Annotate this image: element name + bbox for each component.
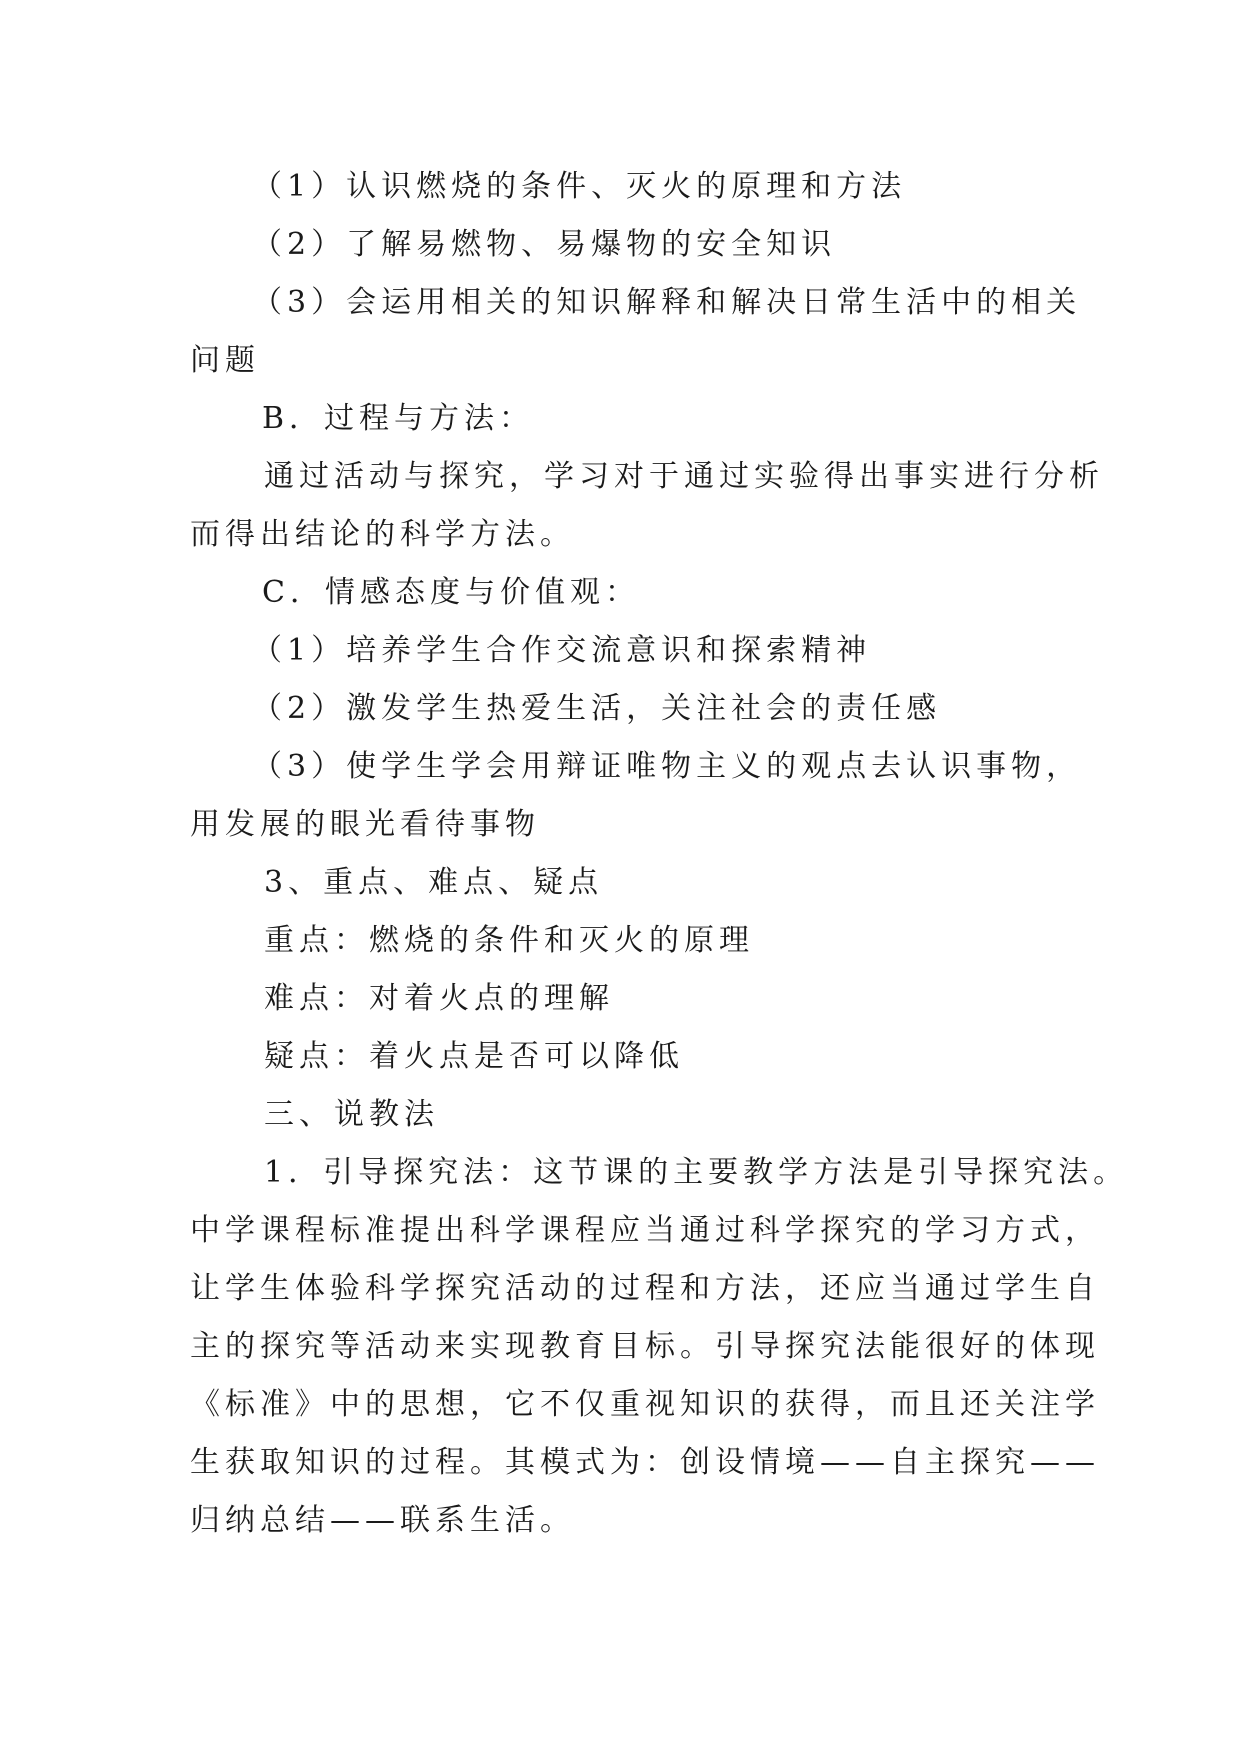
text-line: 疑点：着火点是否可以降低 [264,1039,684,1074]
text-line: 问题 [190,343,260,378]
text-line: 中学课程标准提出科学课程应当通过科学探究的学习方式， [190,1213,1100,1248]
text-line: 主的探究等活动来实现教育目标。引导探究法能很好的体现 [190,1329,1100,1364]
section-heading: B．过程与方法： [262,401,535,436]
document-body [190,158,1129,1550]
text-line: （1）培养学生合作交流意识和探索精神 [252,633,872,668]
section-heading: 三、说教法 [264,1097,439,1132]
text-line: 用发展的眼光看待事物 [190,807,540,842]
section-heading: 3、重点、难点、疑点 [264,865,604,900]
section-heading: C．情感态度与价值观： [262,575,640,610]
text-line: 生获取知识的过程。其模式为：创设情境——自主探究—— [190,1445,1100,1480]
text-line: （2）了解易燃物、易爆物的安全知识 [252,227,837,262]
text-line: （3）会运用相关的知识解释和解决日常生活中的相关 [252,285,1082,320]
text-line: （1）认识燃烧的条件、灭火的原理和方法 [252,169,907,204]
text-line: 归纳总结——联系生活。 [190,1503,575,1538]
text-line: 而得出结论的科学方法。 [190,517,575,552]
text-line: 让学生体验科学探究活动的过程和方法，还应当通过学生自 [190,1271,1100,1306]
text-line: 难点：对着火点的理解 [264,981,614,1016]
text-line: 通过活动与探究，学习对于通过实验得出事实进行分析 [264,459,1104,494]
text-line: 1．引导探究法：这节课的主要教学方法是引导探究法。 [264,1155,1129,1190]
text-line: （3）使学生学会用辩证唯物主义的观点去认识事物， [252,749,1082,784]
text-line: （2）激发学生热爱生活，关注社会的责任感 [252,691,942,726]
text-line: 重点：燃烧的条件和灭火的原理 [264,923,754,958]
text-line: 《标准》中的思想，它不仅重视知识的获得，而且还关注学 [190,1387,1100,1422]
